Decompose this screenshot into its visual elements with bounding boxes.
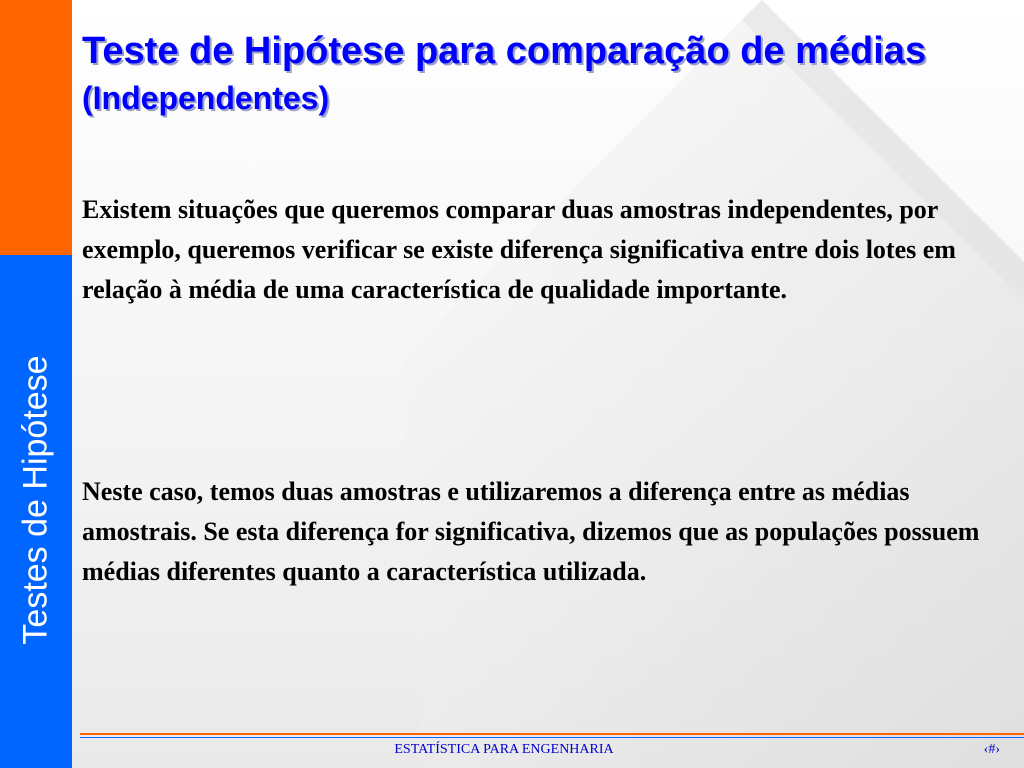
sidebar-orange-block — [0, 0, 72, 255]
footer-course-title: ESTATÍSTICA PARA ENGENHARIA — [394, 742, 614, 757]
footer-divider-blue — [80, 737, 1024, 738]
body-paragraph-2: Neste caso, temos duas amostras e utilizaremos a diferença entre as médias amostrais. Se esta diferença for significativa, dizemos que as populações possuem médias diferentes quanto a característica utilizada. — [82, 477, 980, 586]
sidebar-label: Testes de Hipótese — [16, 355, 55, 645]
page-number: ‹#› — [983, 742, 1000, 757]
title-sub: (Independentes) — [82, 80, 330, 116]
body-paragraph-1: Existem situações que queremos comparar duas amostras independentes, por exemplo, queremos verificar se existe diferença significativa entre dois lotes em relação à média de uma característica de qualidade importante. — [82, 195, 956, 304]
slide-title — [82, 28, 1002, 121]
title-main: Teste de Hipótese para comparação de médias — [82, 30, 927, 72]
footer-divider-orange — [80, 733, 1024, 735]
